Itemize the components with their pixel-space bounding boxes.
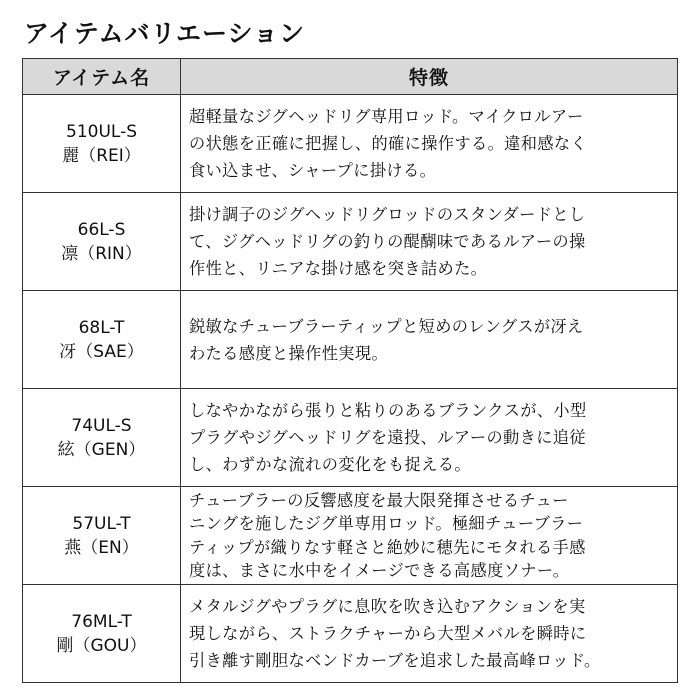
item-name: 剛（GOU） xyxy=(56,635,147,656)
feature-line: ニングを施したジグ単専用ロッド。極細チューブラー xyxy=(189,514,584,533)
item-name-cell xyxy=(23,389,181,487)
table-header-row xyxy=(23,59,678,95)
feature-line: プラグやジグヘッドリグを遠投、ルアーの動きに追従 xyxy=(189,428,586,447)
feature-line: しなやかながら張りと粘りのあるブランクスが、小型 xyxy=(189,401,587,420)
feature-line: し、わずかな流れの変化をも捉える。 xyxy=(189,455,471,474)
item-name: 燕（EN） xyxy=(64,537,139,558)
feature-line: 作性と、リニアな掛け感を突き詰めた。 xyxy=(189,259,488,278)
feature-line: 鋭敏なチューブラーティップと短めのレングスが冴え xyxy=(189,316,584,336)
table-row xyxy=(23,193,678,291)
feature-line: 引き離す剛胆なベンドカーブを追求した最高峰ロッド。 xyxy=(189,651,601,670)
item-name: 冴（SAE） xyxy=(59,341,144,362)
feature-line: 現しながら、ストラクチャーから大型メバルを瞬時に xyxy=(189,624,587,643)
item-name-cell xyxy=(23,487,181,585)
item-model: 68L-T xyxy=(78,317,125,338)
feature-line: わたる感度と操作性実現。 xyxy=(189,343,389,363)
item-name-cell xyxy=(23,585,181,683)
feature-cell xyxy=(181,291,678,389)
feature-line: の状態を正確に把握し、的確に操作する。違和感なく xyxy=(189,134,588,153)
item-name-cell xyxy=(23,291,181,389)
feature-line: ティップが織りなす軽さと絶妙に穂先にモタれる手感 xyxy=(189,537,586,557)
item-name-cell xyxy=(23,193,181,291)
item-model: 510UL-S xyxy=(66,121,137,142)
feature-line: 超軽量なジグヘッドリグ専用ロッド。マイクロルアー xyxy=(189,107,584,126)
table-row xyxy=(23,291,678,389)
table-row xyxy=(23,585,678,683)
item-name-cell xyxy=(23,95,181,193)
item-name: 凛（RIN） xyxy=(61,243,142,264)
feature-line: 度は、まさに水中をイメージできる高感度ソナー。 xyxy=(189,561,570,580)
feature-line: メタルジグやプラグに息吹を吹き込むアクションを実 xyxy=(189,597,586,616)
feature-line: 食い込ませ、シャープに掛ける。 xyxy=(189,161,437,180)
item-model: 57UL-T xyxy=(72,513,131,534)
feature-cell xyxy=(181,487,678,585)
feature-line: チューブラーの反響感度を最大限発揮させるチュー xyxy=(189,490,569,510)
item-name: 麗（REI） xyxy=(62,145,141,166)
table-row xyxy=(23,95,678,193)
feature-line: 掛け調子のジグヘッドリグロッドのスタンダードとし xyxy=(189,205,586,224)
feature-cell xyxy=(181,389,678,487)
item-model: 74UL-S xyxy=(71,415,132,436)
feature-cell xyxy=(181,585,678,683)
item-variation-table xyxy=(22,58,678,683)
page-title: アイテムバリエーション xyxy=(24,19,306,48)
item-model: 76ML-T xyxy=(71,611,132,632)
table-row xyxy=(23,389,678,487)
feature-cell xyxy=(181,95,678,193)
table-row xyxy=(23,487,678,585)
item-model: 66L-S xyxy=(77,219,126,240)
column-header-item-name: アイテム名 xyxy=(23,59,181,95)
column-header-feature: 特徴 xyxy=(181,59,678,95)
item-name: 絃（GEN） xyxy=(57,439,146,460)
feature-cell xyxy=(181,193,678,291)
feature-line: て、ジグヘッドリグの釣りの醍醐味であるルアーの操 xyxy=(189,232,586,251)
